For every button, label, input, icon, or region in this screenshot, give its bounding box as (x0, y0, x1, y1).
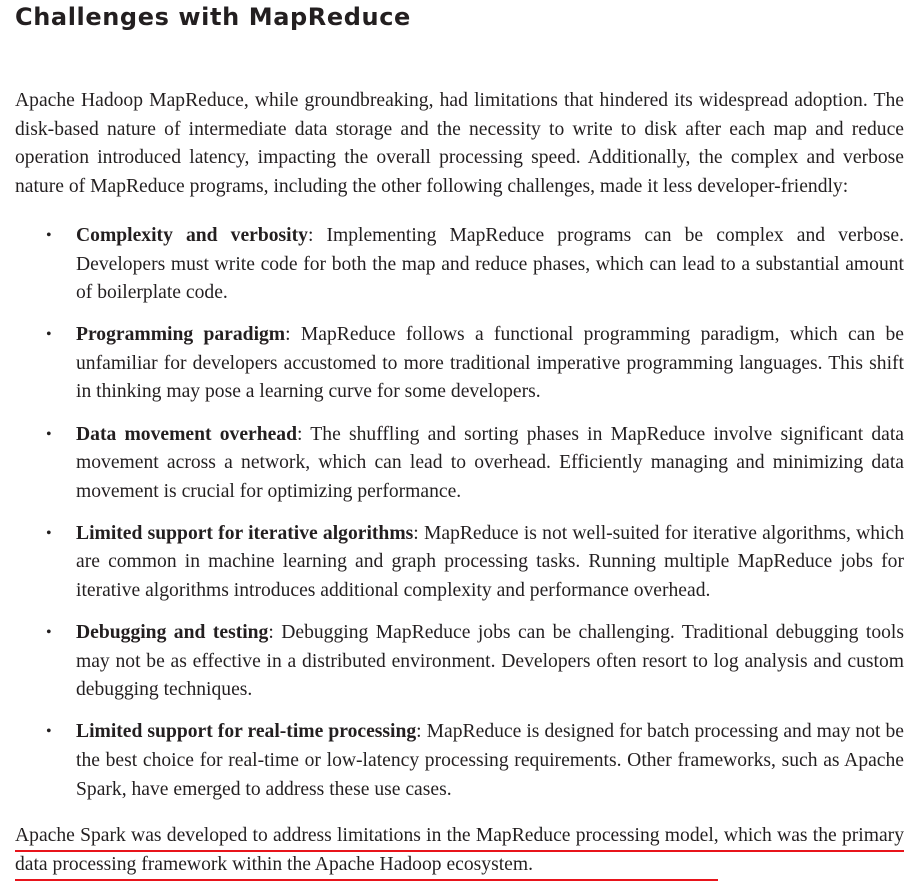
challenges-list (0, 222, 904, 818)
list-item (0, 321, 904, 407)
list-item-text: : MapReduce follows a functional programming paradigm, which can be unfamiliar for developers accustomed to more traditional imperative programming languages. This shift in thinking may pose a learning curve for some developers. (76, 324, 904, 403)
list-item-text: : Debugging MapReduce jobs can be challenging. Traditional debugging tools may not be as effective in a distributed environment. Developers often resort to log analysis and custom debugging techniques. (76, 622, 904, 701)
list-item (0, 222, 904, 308)
list-item-text: : MapReduce is designed for batch processing and may not be the best choice for real-time or low-latency processing requirements. Other frameworks, such as Apache Spark, have emerged to address these use cases. (76, 721, 904, 800)
list-item-term: Debugging and testing (76, 622, 269, 644)
bullet-icon: • (46, 624, 52, 642)
list-item (0, 520, 904, 606)
list-item-text: : Implementing MapReduce programs can be complex and verbose. Developers must write code for both the map and reduce phases, which can lead to a substantial amount of boilerplate code. (76, 225, 905, 304)
list-item-term: Limited support for iterative algorithms (76, 522, 414, 544)
list-item (0, 421, 904, 507)
bullet-icon: • (46, 723, 52, 741)
list-item-text: : The shuffling and sorting phases in MapReduce involve significant data movement across a network, which can lead to overhead. Efficiently managing and minimizing data movement is crucial for optimizing performance. (76, 423, 904, 502)
highlight-underline (15, 850, 904, 852)
list-item (0, 619, 904, 705)
list-item (0, 718, 904, 804)
list-item-term: Limited support for real-time processing (76, 721, 417, 743)
bullet-icon: • (46, 425, 52, 443)
bullet-icon: • (46, 227, 52, 244)
list-item-text: : MapReduce is not well-suited for iterative algorithms, which are common in machine learning and graph processing tasks. Running multiple MapReduce jobs for iterative algorithms introduces additional complexity and performance overhead. (76, 522, 904, 602)
section-heading: Challenges with MapReduce (15, 3, 411, 31)
bullet-icon: • (46, 326, 52, 344)
intro-paragraph: Apache Hadoop MapReduce, while groundbreaking, had limitations that hindered its widespread adoption. The disk-based nature of intermediate data storage and the necessity to write to disk after each map and reduce operation introduced latency, impacting the overall processing speed. Additionally, the complex and verbose nature of MapReduce programs, including the other following challenges, made it less developer-friendly: (15, 90, 904, 197)
list-item-term: Programming paradigm (76, 324, 286, 346)
closing-paragraph: Apache Spark was developed to address limitations in the MapReduce processing model, which was the primary data processing framework within the Apache Hadoop ecosystem. (15, 825, 904, 875)
list-item-term: Data movement overhead (76, 423, 298, 445)
list-item-term: Complexity and verbosity (76, 225, 308, 246)
highlight-underline (15, 879, 718, 881)
bullet-icon: • (46, 524, 52, 542)
